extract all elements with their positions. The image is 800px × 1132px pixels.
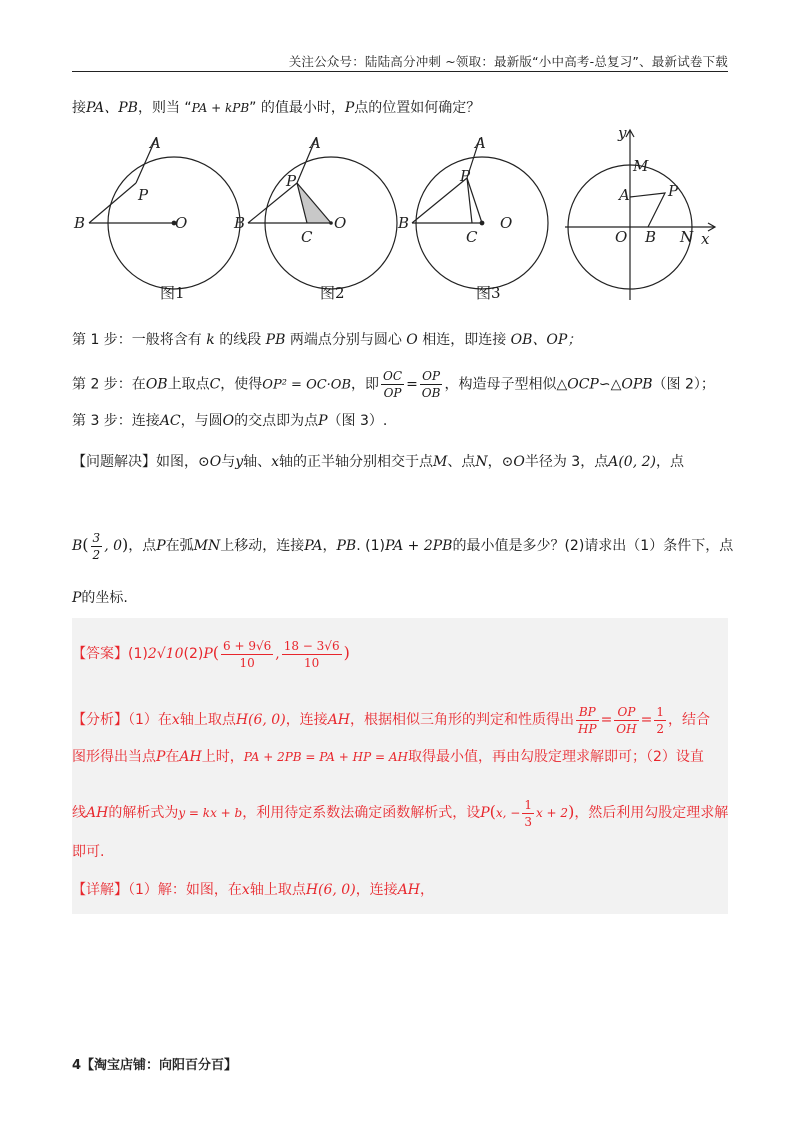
label-P-2: P bbox=[286, 172, 297, 190]
an-l2-d: 取得最小值，再由勾股定理求解即可；（2）设直 bbox=[407, 749, 704, 765]
intro-pa-pb: PA、PB bbox=[86, 100, 138, 116]
an-l2-a: 图形得出当点 bbox=[72, 749, 156, 765]
caption-fig2: 图2 bbox=[320, 284, 345, 302]
s2-sim: ∽ bbox=[598, 376, 611, 393]
an-l3-c: ，利用待定系数法确定函数解析式，设 bbox=[242, 805, 481, 821]
an-l1-b: 轴上取点 bbox=[179, 712, 236, 728]
label-O-4: O bbox=[615, 228, 628, 246]
pr-b-label: B bbox=[72, 538, 83, 554]
pr-mid6: 半径为 3，点 bbox=[524, 454, 609, 470]
pr-l2-mid3: 上移动，连接 bbox=[220, 538, 305, 554]
detail-ah: AH bbox=[397, 882, 421, 898]
pr-mid2: 轴、 bbox=[243, 454, 272, 470]
figure-2 bbox=[248, 138, 397, 289]
label-O-1: O bbox=[175, 214, 188, 232]
answer-x-frac: $\frac{6 + 9√6}{10}$ bbox=[223, 638, 272, 670]
answer-part2: (2) bbox=[183, 646, 204, 662]
an-l1-a: （1）在 bbox=[128, 712, 172, 728]
s3-p: P bbox=[318, 413, 328, 429]
s1-k: k bbox=[206, 332, 215, 348]
label-A-1: A bbox=[150, 134, 161, 152]
pr-comma: ， bbox=[322, 538, 337, 554]
step-2: 第 2 步：在OB上取点C，使得OP² = OC·OB，即 $\frac{OC}{OP}$ = $\frac{OP}{OB}$ ，构造母子型相似△OCP∽△OPB（图 2）； bbox=[72, 369, 715, 400]
intro-expr: PA + kPB bbox=[191, 101, 250, 115]
pr-n: N bbox=[475, 454, 488, 470]
pr-mid3: 轴的正半轴分别相交于点 bbox=[279, 454, 434, 470]
pr-lead: 【问题解决】如图， bbox=[72, 454, 198, 470]
step-1 bbox=[72, 330, 581, 350]
problem-line-1 bbox=[72, 452, 684, 472]
detail-b: 轴上取点 bbox=[249, 882, 306, 898]
pr-m: M bbox=[433, 454, 448, 470]
s3-mid: ，与圆 bbox=[180, 413, 223, 429]
an-l2-p: P bbox=[156, 749, 166, 765]
pr-mid4: 、点 bbox=[447, 454, 476, 470]
an-frac3: $\frac{1}{2}$ bbox=[656, 704, 664, 736]
an-l1-c: ，连接 bbox=[285, 712, 328, 728]
label-A-4: A bbox=[619, 186, 630, 204]
answer-label: 【答案】 bbox=[72, 646, 128, 662]
label-y: y bbox=[618, 128, 627, 142]
s2-frac1: $\frac{OC}{OP}$ bbox=[383, 369, 403, 400]
pr-mn: MN bbox=[193, 538, 221, 554]
pr-l2-mid: ，点 bbox=[128, 538, 157, 554]
label-A-3: A bbox=[475, 134, 486, 152]
s2-mid3: ，即 bbox=[351, 376, 380, 393]
s3-ac: AC bbox=[159, 413, 181, 429]
detail-x: x bbox=[241, 882, 250, 898]
detail-d: ， bbox=[420, 882, 435, 898]
s2-lead: 第 2 步：在 bbox=[72, 376, 146, 393]
analysis-label: 【分析】 bbox=[72, 712, 128, 728]
answer-line: 【答案】(1)2√10(2)P( $\frac{6 + 9√6}{10}$ , $\frac{18 - 3√6}{10}$ ) bbox=[72, 638, 350, 670]
pr-y: y bbox=[235, 454, 244, 470]
pr-pa: PA bbox=[304, 538, 323, 554]
detail-line bbox=[72, 880, 434, 900]
an-l2-ah: AH bbox=[179, 749, 202, 765]
analysis-line-3: 线AH的解析式为y = kx + b，利用待定系数法确定函数解析式，设P(x, − $\frac{1}{3}$ x + 2)，然后利用勾股定理求解 bbox=[72, 797, 729, 829]
an-l1-h: H(6, 0) bbox=[235, 712, 286, 728]
s1-o: O bbox=[406, 332, 418, 348]
label-P-4: P bbox=[668, 182, 679, 200]
label-B-3: B bbox=[398, 214, 410, 232]
answer-val1: 2√10 bbox=[147, 646, 184, 662]
intro-line bbox=[72, 98, 480, 118]
answer-p: P bbox=[203, 646, 213, 662]
step-3 bbox=[72, 411, 387, 431]
pr-l2-mid4: . (1) bbox=[356, 538, 385, 554]
pr-x: x bbox=[271, 454, 280, 470]
geometry-figures bbox=[60, 128, 740, 308]
an-l2-expr: PA + 2PB = PA + HP = AH bbox=[243, 750, 408, 764]
detail-c: ，连接 bbox=[355, 882, 398, 898]
problem-line-2: B( $\frac{3}{2}$ , 0)，点P在弧MN上移动，连接PA，PB. (1)PA + 2PB的最小值是多少？(2)请求出（1）条件下，点 bbox=[72, 530, 734, 562]
label-P-1: P bbox=[138, 186, 149, 204]
an-l3-pr: x + 2 bbox=[535, 806, 569, 820]
s2-mid2: ，使得 bbox=[220, 376, 263, 393]
pr-l2-mid2: 在弧 bbox=[165, 538, 194, 554]
pr-circle-o: ⊙O bbox=[198, 454, 222, 470]
label-P-3: P bbox=[460, 167, 471, 185]
an-l4: 即可. bbox=[72, 844, 105, 860]
s2-ob: OB bbox=[145, 376, 168, 393]
an-l1-e: ，结合 bbox=[667, 712, 710, 728]
s3-o: O bbox=[222, 413, 235, 429]
pr-mid5: ， bbox=[487, 454, 502, 470]
caption-fig1: 图1 bbox=[160, 284, 185, 302]
s3-lead: 第 3 步：连接 bbox=[72, 413, 160, 429]
analysis-line-1: 【分析】（1）在x轴上取点H(6, 0)，连接AH，根据相似三角形的判定和性质得出 $\frac{BP}{HP}$ = $\frac{OP}{OH}$ = $\frac{1}{2}$ ，结合 bbox=[72, 704, 710, 736]
intro-suffix: ” 的值最小时， bbox=[249, 100, 345, 116]
pr-expr: PA + 2PB bbox=[384, 538, 453, 554]
pr-l3-p: P bbox=[72, 590, 82, 606]
header-rule bbox=[72, 71, 728, 72]
pr-l2-tail: 的最小值是多少？(2)请求出（1）条件下，点 bbox=[452, 538, 734, 554]
label-B-2: B bbox=[234, 214, 246, 232]
an-l1-d: ，根据相似三角形的判定和性质得出 bbox=[350, 712, 575, 728]
an-l3-frac: $\frac{1}{3}$ bbox=[524, 797, 532, 829]
an-l2-b: 在 bbox=[165, 749, 180, 765]
s1-mid2: 两端点分别与圆心 bbox=[289, 332, 402, 348]
pr-tail: ，点 bbox=[655, 454, 684, 470]
pr-a-point: A(0, 2) bbox=[608, 454, 656, 470]
intro-tail: 点的位置如何确定？ bbox=[354, 100, 481, 116]
label-C-3: C bbox=[466, 228, 478, 246]
an-l3-a: 线 bbox=[72, 805, 86, 821]
figure-3 bbox=[412, 138, 548, 289]
an-frac2: $\frac{OP}{OH}$ bbox=[616, 704, 637, 736]
problem-line-3 bbox=[72, 588, 128, 608]
detail-a: （1）解：如图，在 bbox=[128, 882, 242, 898]
s2-eq: OP² = OC·OB bbox=[262, 377, 352, 393]
label-N: N bbox=[680, 228, 694, 246]
intro-prefix: 接 bbox=[72, 100, 86, 116]
label-B-1: B bbox=[74, 214, 86, 232]
an-frac1: $\frac{BP}{HP}$ bbox=[578, 704, 597, 736]
caption-fig3: 图3 bbox=[476, 284, 501, 302]
pr-l3-tail: 的坐标. bbox=[81, 590, 128, 606]
page-header: 关注公众号：陆陆高分冲刺 ~领取：最新版“小中高考-总复习”、最新试卷下载 bbox=[288, 54, 728, 69]
an-l3-ah: AH bbox=[86, 805, 109, 821]
an-l3-d: ，然后利用勾股定理求解 bbox=[574, 805, 729, 821]
s1-pb: PB bbox=[265, 332, 286, 348]
s1-mid: 的线段 bbox=[219, 332, 262, 348]
s2-frac2: $\frac{OP}{OB}$ bbox=[421, 369, 441, 400]
intro-p: P bbox=[344, 100, 355, 116]
label-O-3: O bbox=[500, 214, 513, 232]
label-x: x bbox=[701, 230, 710, 248]
an-l3-eq: y = kx + b bbox=[178, 806, 243, 820]
an-l3-p: P bbox=[480, 805, 490, 821]
s2-c: C bbox=[209, 376, 221, 393]
s1-ob-op: OB、OP； bbox=[510, 332, 582, 348]
s2-tri2: △OPB bbox=[610, 376, 653, 393]
intro-mid: ，则当 “ bbox=[137, 100, 192, 116]
s2-mid4: ，构造母子型相似 bbox=[444, 376, 557, 393]
detail-label: 【详解】 bbox=[72, 882, 128, 898]
label-B-4: B bbox=[645, 228, 657, 246]
page-footer: 4【淘宝店铺：向阳百分百】 bbox=[72, 1058, 238, 1073]
s2-tri1: △OCP bbox=[556, 376, 599, 393]
figure-4 bbox=[565, 130, 715, 300]
an-l3-px: x, − bbox=[495, 806, 521, 820]
s1-lead: 第 1 步：一般将含有 bbox=[72, 332, 202, 348]
an-l1-ah: AH bbox=[327, 712, 351, 728]
s2-tail: （图 2）； bbox=[652, 376, 715, 393]
s3-end: （图 3）. bbox=[327, 413, 388, 429]
figure-1 bbox=[89, 138, 240, 289]
pr-circle-o2: ⊙O bbox=[501, 454, 525, 470]
label-C-2: C bbox=[301, 228, 313, 246]
label-O-2: O bbox=[334, 214, 347, 232]
pr-mid1: 与 bbox=[221, 454, 236, 470]
analysis-line-4 bbox=[72, 842, 104, 862]
s2-mid: 上取点 bbox=[167, 376, 210, 393]
an-l1-x: x bbox=[171, 712, 180, 728]
label-M: M bbox=[633, 157, 649, 175]
pr-b-frac: $\frac{3}{2}$ bbox=[92, 530, 101, 562]
pr-pb: PB bbox=[336, 538, 357, 554]
detail-h: H(6, 0) bbox=[305, 882, 356, 898]
s3-tail: 的交点即为点 bbox=[234, 413, 319, 429]
pr-p: P bbox=[156, 538, 166, 554]
pr-b-rest: , 0 bbox=[104, 538, 122, 554]
s1-tail: 相连，即连接 bbox=[422, 332, 507, 348]
answer-y-frac: $\frac{18 - 3√6}{10}$ bbox=[283, 638, 340, 670]
answer-part1: (1) bbox=[128, 646, 148, 662]
label-A-2: A bbox=[310, 134, 321, 152]
an-l2-c: 上时， bbox=[201, 749, 244, 765]
analysis-line-2 bbox=[72, 747, 704, 767]
an-l3-b: 的解析式为 bbox=[108, 805, 179, 821]
